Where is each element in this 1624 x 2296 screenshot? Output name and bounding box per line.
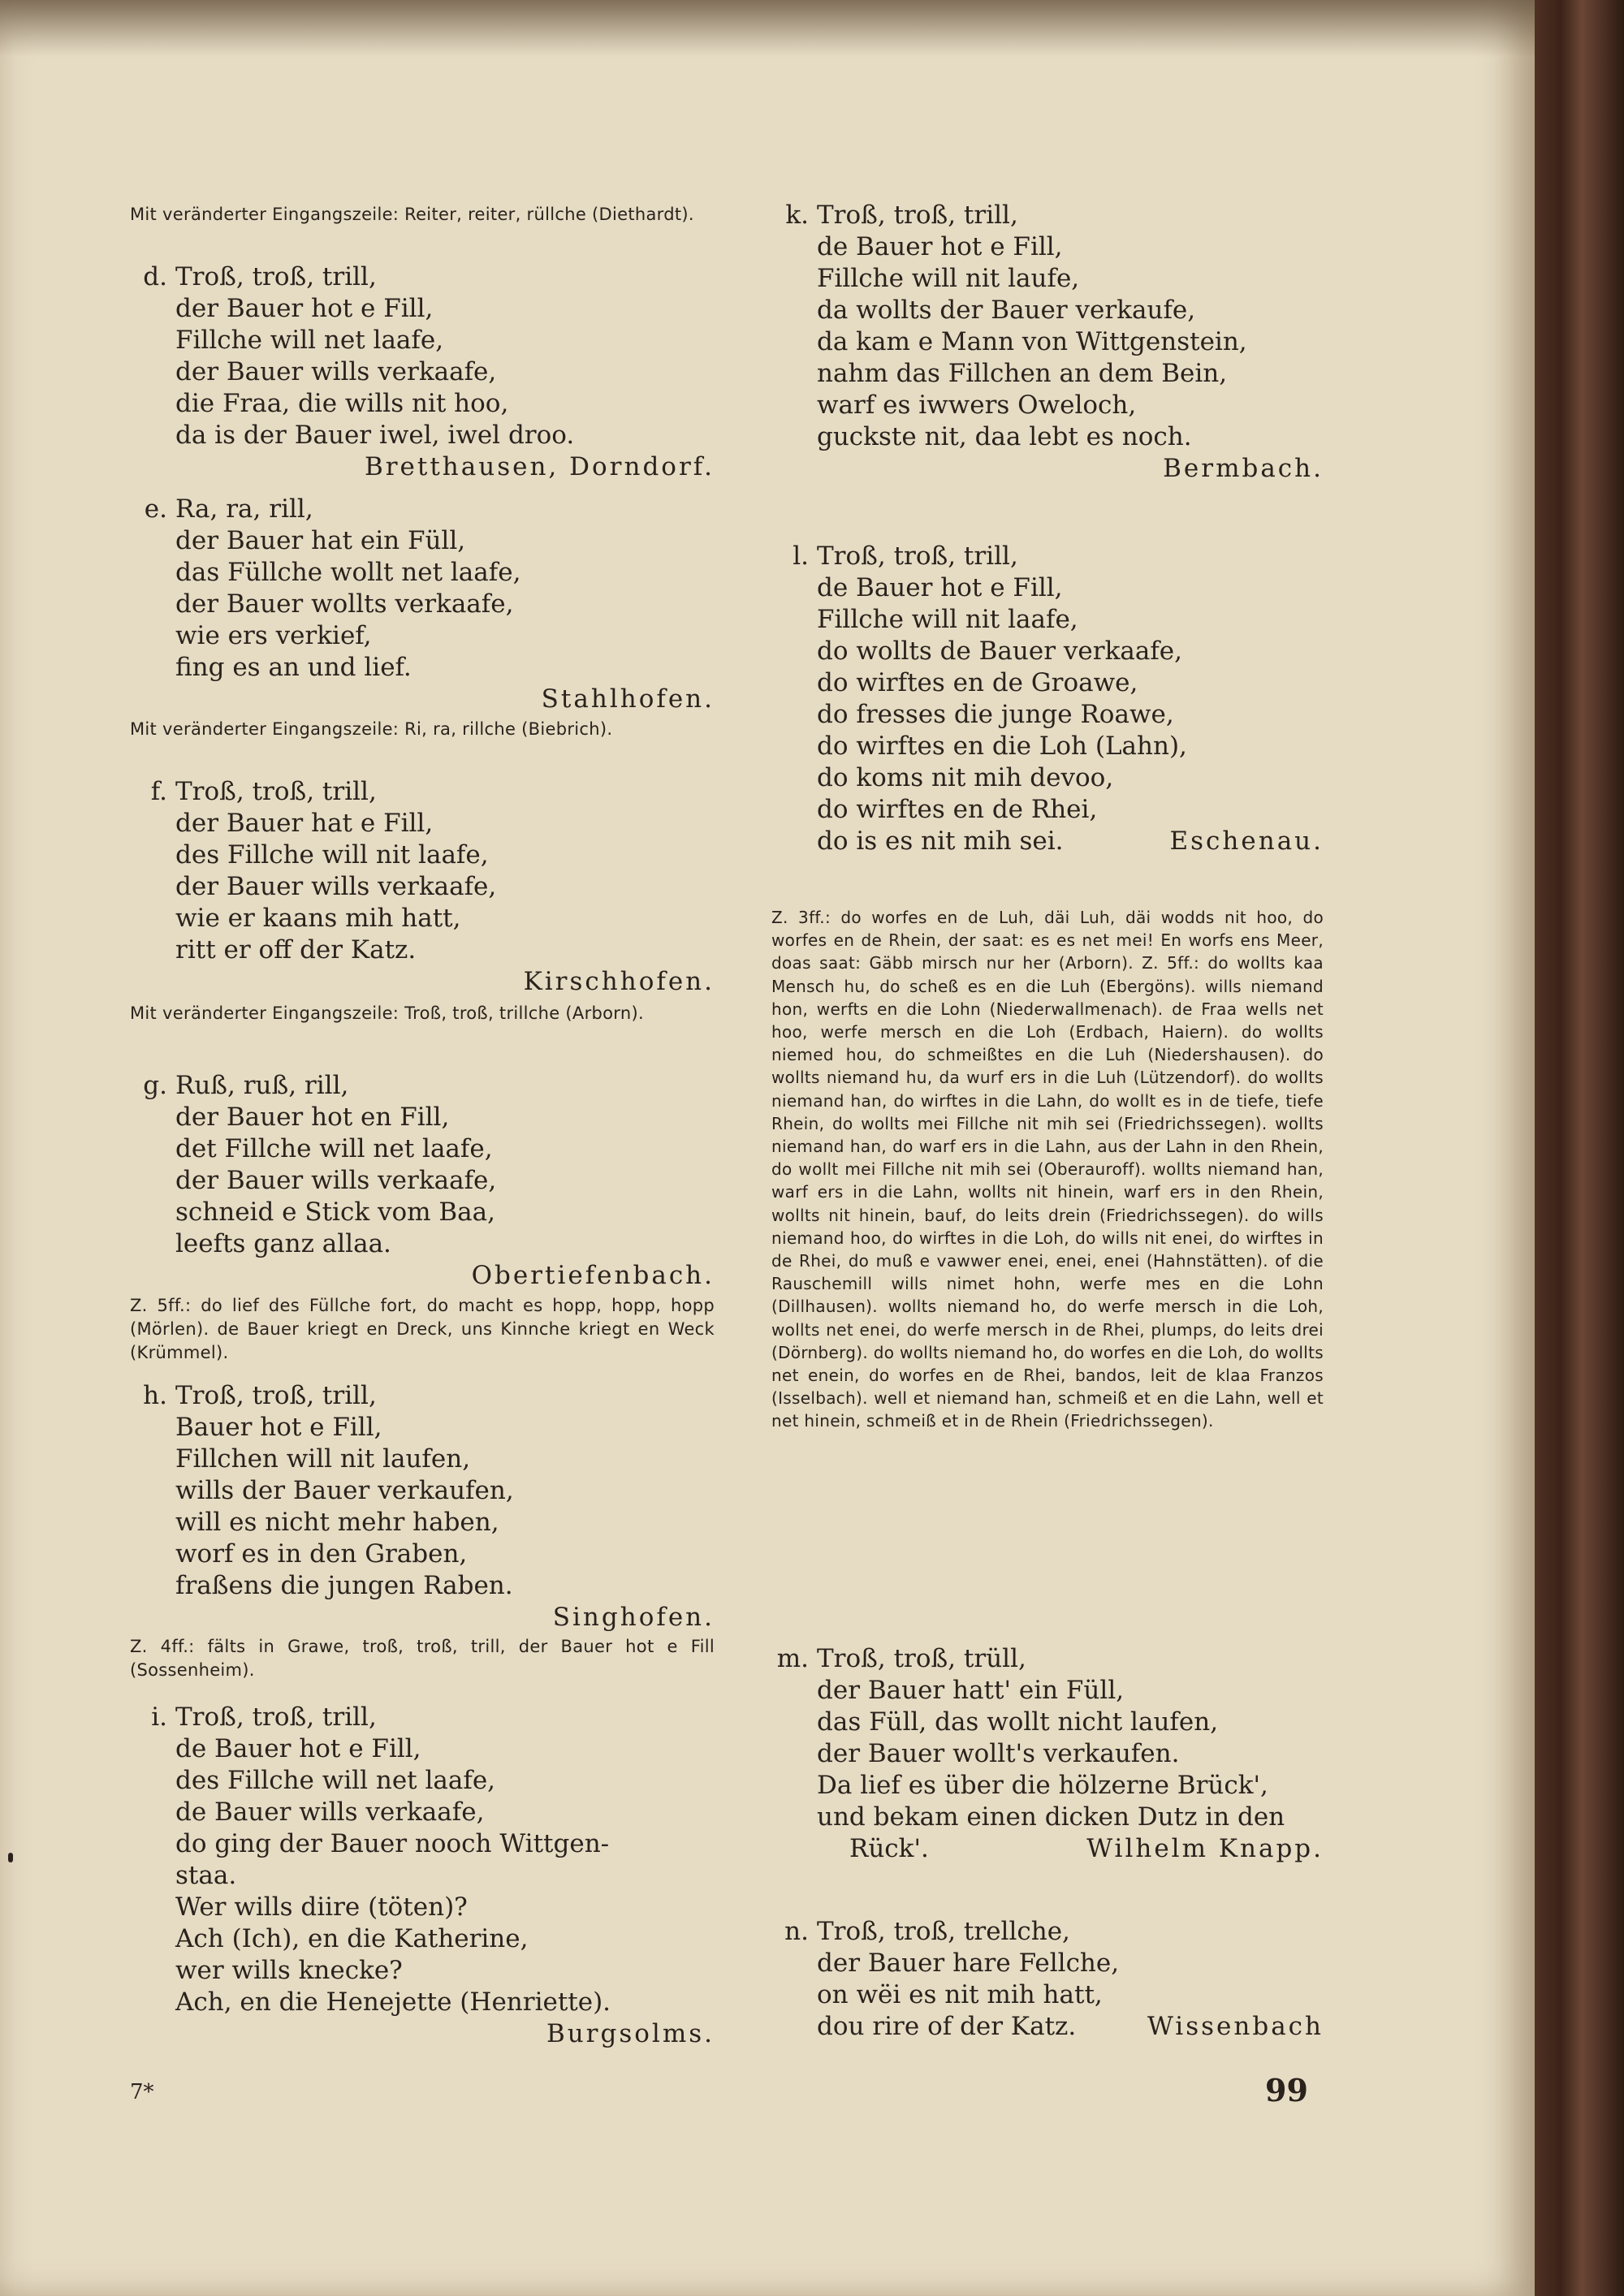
verse-line: nahm das Fillchen an dem Bein, <box>817 359 1228 388</box>
note-l: Z. 3ff.: do worfes en de Luh, däi Luh, däi wodds nit hoo, do worfes en de Rhein, der saat: es es net mei! En worfs ens Meer, doas saat: Gäbb mirsch nur her (Arborn). Z. 5ff.: do wollts kaa Mensch hu, do scheß es en die Luh (Ebergöns). wills niemand hon, werfts en die Lohn (Niederwallmenach). de Fraa wells net hoo, werfe mersch en die Loh (Erdbach, Haiern). do wollts niemed hou, do schmeißtes en die Luh (Niedershausen). do wollts niemand hu, da wurf ers in die Luh (Lützendorf). do wollts niemand han, do wirftes in die Lahn, do wollt es in de tiefe, tiefe Rhein, do wollts mei Fillche nit mih sei (Friedrichssegen). wollts niemand han, do warf ers in die Lahn, aus der Lahn in den Rhein, do wollt mei Fillche nit mih sei (Oberauroff). wollts niemand han, warf ers in die Lahn, wollts nit hinein, warf ers in den Rhein, wollts nit hinein, bauf, do leits drein (Friedrichssegen). do wills niemand hoo, do wirftes in die Loh, do wills nit enei, do wirftes in de Rhei, do muß e vawwer enei, enei, enei (Hahnstätten). of die Rauschemill wills nimet hohn, werfe mes en die Lohn (Dillhausen). wollts niemand ho, do werfe mersch in die Loh, wollts net enei, do werfe mersch in de Rhei, plumps, do leits drei (Dörnberg). do wollts niemand ho, do worfes en die Loh, do wollts net enein, do worfes en de Rhei, bandos, leit de klaa Franzos (Isselbach). well et niemand han, schmeiß et en die Lahn, well et net hinein, schmeiß et in de Rhein (Friedrichssegen). <box>771 908 1324 1431</box>
place-name: Obertiefenbach. <box>471 1261 715 1290</box>
signature-mark: 7* <box>130 2080 154 2104</box>
verse-line: Troß, troß, trill, <box>175 262 377 291</box>
place-name: Stahlhofen. <box>541 684 715 714</box>
verse-f <box>130 776 715 998</box>
verse-line: der Bauer wollt's verkaufen. <box>817 1739 1180 1768</box>
verse-line: on wëi es nit mih hatt, <box>817 1980 1103 2009</box>
verse-line: der Bauer hare Fellche, <box>817 1949 1120 1978</box>
place-name: Kirschhofen. <box>523 967 715 996</box>
verse-line: da kam e Mann von Wittgenstein, <box>817 327 1247 356</box>
verse-line: staa. <box>175 1861 237 1890</box>
verse-line: Fillche will nit laufe, <box>817 264 1080 293</box>
verse-line: fing es an und lief. <box>175 653 412 682</box>
page-top-shadow <box>0 0 1535 57</box>
verse-line: Troß, troß, trüll, <box>817 1644 1026 1673</box>
verse-label: g. <box>143 1071 167 1100</box>
verse-label: m. <box>776 1644 809 1673</box>
verse-line: leefts ganz allaa. <box>175 1229 391 1258</box>
page-number: 99 <box>1265 2072 1308 2108</box>
verse-line: do wirftes en die Loh (Lahn), <box>817 732 1187 761</box>
verse-line: do wirftes en de Groawe, <box>817 668 1138 697</box>
verse-line: der Bauer hat e Fill, <box>175 809 434 838</box>
verse-line: das Füllche wollt net laafe, <box>175 558 521 587</box>
verse-line: der Bauer hat ein Füll, <box>175 526 466 555</box>
verse-line: Troß, troß, trill, <box>175 1703 377 1732</box>
verse-label: k. <box>785 201 809 230</box>
verse-line: Fillche will net laafe, <box>175 326 444 355</box>
verse-line: wie er kaans mih hatt, <box>175 904 461 933</box>
verse-line: des Fillche will net laafe, <box>175 1766 496 1795</box>
place-name: Eschenau. <box>1169 826 1324 856</box>
verse-line: der Bauer hot e Fill, <box>175 294 434 323</box>
verse-line: des Fillche will nit laafe, <box>175 840 489 870</box>
verse-l <box>771 541 1324 857</box>
verse-line: do fresses die junge Roawe, <box>817 700 1174 729</box>
verse-line: der Bauer hot en Fill, <box>175 1103 450 1132</box>
verse-line: und bekam einen dicken Dutz in den <box>817 1802 1285 1832</box>
verse-label: h. <box>143 1381 167 1410</box>
verse-n <box>771 1916 1324 2043</box>
verse-label: n. <box>784 1917 809 1946</box>
verse-line: schneid e Stick vom Baa, <box>175 1198 495 1227</box>
note-g: Z. 5ff.: do lief des Füllche fort, do macht es hopp, hopp, hopp (Mörlen). de Bauer kriegt en Dreck, uns Kinnche kriegt en Weck (Krümmel). <box>130 1296 715 1362</box>
verse-line: der Bauer hatt' ein Füll, <box>817 1676 1125 1705</box>
note-h: Z. 4ff.: fälts in Grawe, troß, troß, trill, der Bauer hot e Fill (Sossenheim). <box>130 1637 715 1680</box>
verse-label: e. <box>144 494 167 524</box>
verse-line: Bauer hot e Fill, <box>175 1413 382 1442</box>
verse-h <box>130 1380 715 1634</box>
verse-line: da is der Bauer iwel, iwel droo. <box>175 421 575 450</box>
verse-line: Wer wills diire (töten)? <box>175 1892 468 1922</box>
verse-line: det Fillche will net laafe, <box>175 1134 493 1163</box>
verse-line: der Bauer wollts verkaafe, <box>175 589 514 619</box>
verse-line: wills der Bauer verkaufen, <box>175 1476 514 1505</box>
verse-line: der Bauer wills verkaafe, <box>175 872 497 901</box>
verse-k <box>771 200 1324 485</box>
author-name: Wilhelm Knapp. <box>1086 1834 1324 1863</box>
verse-label: f. <box>150 777 167 806</box>
verse-line: Troß, troß, trill, <box>817 201 1018 230</box>
verse-label: l. <box>793 542 809 571</box>
place-name: Wissenbach <box>1147 2012 1324 2041</box>
verse-line: Rück'. <box>849 1834 929 1863</box>
note-f: Mit veränderter Eingangszeile: Troß, troß, trillche (Arborn). <box>130 1003 644 1023</box>
note-e: Mit veränderter Eingangszeile: Ri, ra, rillche (Biebrich). <box>130 719 613 739</box>
verse-line: Troß, troß, trill, <box>175 1381 377 1410</box>
note-d: Mit veränderter Eingangszeile: Reiter, reiter, rüllche (Diethardt). <box>130 205 694 224</box>
verse-line: Ruß, ruß, rill, <box>175 1071 349 1100</box>
verse-m <box>771 1643 1324 1865</box>
verse-line: wie ers verkief, <box>175 621 372 650</box>
verse-g <box>130 1070 715 1292</box>
verse-label: i. <box>151 1703 167 1732</box>
verse-line: do ging der Bauer nooch Wittgen- <box>175 1829 610 1858</box>
verse-line: Troß, troß, trellche, <box>817 1917 1070 1946</box>
verse-line: Troß, troß, trill, <box>175 777 377 806</box>
verse-line: de Bauer hot e Fill, <box>175 1734 421 1763</box>
place-name: Singhofen. <box>552 1603 715 1632</box>
verse-line: do wollts de Bauer verkaafe, <box>817 637 1182 666</box>
verse-line: ritt er off der Katz. <box>175 935 417 965</box>
verse-i <box>130 1702 715 2050</box>
verse-line: fraßens die jungen Raben. <box>175 1571 513 1600</box>
verse-line: wer wills knecke? <box>175 1956 403 1985</box>
place-name: Bretthausen, Dorndorf. <box>364 452 715 481</box>
verse-line: Ra, ra, rill, <box>175 494 313 524</box>
verse-line: der Bauer wills verkaafe, <box>175 357 497 386</box>
verse-line: warf es iwwers Oweloch, <box>817 391 1137 420</box>
verse-line: Fillchen will nit laufen, <box>175 1444 471 1474</box>
verse-line: Ach, en die Henejette (Henriette). <box>175 1987 611 2017</box>
verse-line: do koms nit mih devoo, <box>817 763 1114 792</box>
place-name: Burgsolms. <box>546 2019 715 2048</box>
place-name: Bermbach. <box>1163 454 1324 483</box>
verse-label: d. <box>143 262 167 291</box>
verse-line: do is es nit mih sei. <box>817 826 1064 856</box>
verse-line: guckste nit, daa lebt es noch. <box>817 422 1192 451</box>
verse-line: Ach (Ich), en die Katherine, <box>175 1924 529 1953</box>
verse-d <box>130 261 715 483</box>
verse-line: Troß, troß, trill, <box>817 542 1018 571</box>
ink-mark <box>8 1853 13 1862</box>
verse-line: Fillche will nit laafe, <box>817 605 1078 634</box>
verse-line: de Bauer wills verkaafe, <box>175 1798 485 1827</box>
verse-line: will es nicht mehr haben, <box>175 1508 499 1537</box>
verse-line: do wirftes en de Rhei, <box>817 795 1098 824</box>
verse-line: der Bauer wills verkaafe, <box>175 1166 497 1195</box>
verse-line: die Fraa, die wills nit hoo, <box>175 389 509 418</box>
verse-e <box>130 494 715 715</box>
verse-line: da wollts der Bauer verkaufe, <box>817 296 1196 325</box>
verse-line: worf es in den Graben, <box>175 1539 468 1569</box>
verse-line: de Bauer hot e Fill, <box>817 232 1063 261</box>
verse-line: das Füll, das wollt nicht laufen, <box>817 1707 1219 1737</box>
verse-line: Da lief es über die hölzerne Brück', <box>817 1771 1268 1800</box>
verse-line: de Bauer hot e Fill, <box>817 573 1063 602</box>
verse-line: dou rire of der Katz. <box>817 2012 1077 2041</box>
